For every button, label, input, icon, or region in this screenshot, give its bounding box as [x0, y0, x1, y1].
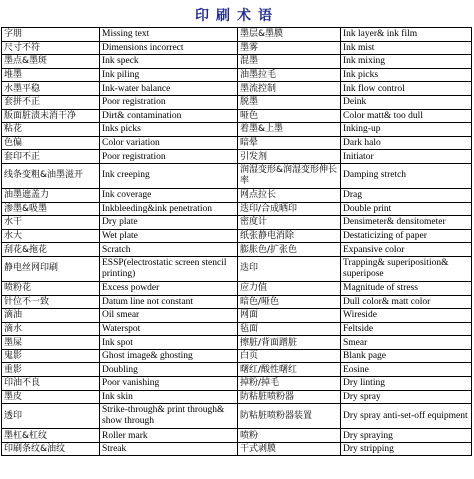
term-english-right: Smear [341, 336, 472, 350]
term-english-left: Dry plate [100, 216, 238, 230]
term-chinese-right: 墨雾 [238, 41, 341, 55]
term-chinese-right: 曙红/酸性曙红 [238, 363, 341, 377]
term-chinese-right: 干式剥膜 [238, 442, 341, 456]
term-chinese-right: 墨层&墨膜 [238, 28, 341, 42]
term-chinese-right: 暗色/哑色 [238, 295, 341, 309]
term-chinese-left: 尺寸不符 [2, 41, 100, 55]
term-chinese-right: 迭印 [238, 256, 341, 281]
term-english-right: Double print [341, 202, 472, 216]
table-row [2, 404, 472, 429]
term-chinese-left: 套拼不正 [2, 95, 100, 109]
term-chinese-left: 针位不一致 [2, 295, 100, 309]
table-row [2, 136, 472, 150]
table-row [2, 202, 472, 216]
term-english-right: Dry spraying [341, 429, 472, 443]
term-english-right: Dull color& matt color [341, 295, 472, 309]
term-english-left: Doubling [100, 363, 238, 377]
term-english-right: Eosine [341, 363, 472, 377]
table-row [2, 349, 472, 363]
table-row [2, 123, 472, 137]
table-row [2, 243, 472, 257]
term-chinese-right: 引发剂 [238, 150, 341, 164]
term-english-right: Deink [341, 95, 472, 109]
term-english-right: Inking-up [341, 123, 472, 137]
term-chinese-left: 滴水 [2, 322, 100, 336]
term-chinese-right: 迭印/合成晒印 [238, 202, 341, 216]
term-chinese-left: 字朋 [2, 28, 100, 42]
table-row [2, 188, 472, 202]
term-english-right: Ink mixing [341, 55, 472, 69]
term-english-right: Dry spray [341, 390, 472, 404]
term-english-left: Scratch [100, 243, 238, 257]
table-row [2, 281, 472, 295]
term-english-right: Dark halo [341, 136, 472, 150]
table-row [2, 229, 472, 243]
term-english-left: ESSP(electrostatic screen stencil printing) [100, 256, 238, 281]
term-chinese-right: 墨流控制 [238, 82, 341, 96]
term-english-left: Datum line not constant [100, 295, 238, 309]
table-row [2, 390, 472, 404]
term-english-right: Dry spray anti-set-off equipment [341, 404, 472, 429]
term-chinese-right: 密度计 [238, 216, 341, 230]
table-row [2, 442, 472, 456]
table-row [2, 28, 472, 42]
term-english-left: Ink spot [100, 336, 238, 350]
term-chinese-left: 粘花 [2, 123, 100, 137]
term-chinese-right: 暗晕 [238, 136, 341, 150]
term-chinese-right: 油墨拉毛 [238, 68, 341, 82]
term-english-left: Inkbleeding&ink penetration [100, 202, 238, 216]
term-chinese-left: 墨屎 [2, 336, 100, 350]
term-chinese-left: 堆墨 [2, 68, 100, 82]
table-row [2, 41, 472, 55]
term-english-left: Poor registration [100, 150, 238, 164]
term-chinese-right: 混墨 [238, 55, 341, 69]
table-row [2, 216, 472, 230]
term-english-left: Ink skin [100, 390, 238, 404]
term-chinese-right: 喷粉 [238, 429, 341, 443]
table-row [2, 295, 472, 309]
term-english-right: Expansive color [341, 243, 472, 257]
table-row [2, 363, 472, 377]
term-chinese-right: 应力值 [238, 281, 341, 295]
term-chinese-left: 色偏 [2, 136, 100, 150]
term-english-left: Ink-water balance [100, 82, 238, 96]
term-english-right: Initiator [341, 150, 472, 164]
term-english-left: Poor registration [100, 95, 238, 109]
table-row [2, 377, 472, 391]
term-chinese-left: 水干 [2, 216, 100, 230]
term-english-left: Inks picks [100, 123, 238, 137]
glossary-body [2, 28, 472, 456]
table-row [2, 336, 472, 350]
table-row [2, 322, 472, 336]
term-chinese-right: 润湿变形&润湿变形伸长率 [238, 163, 341, 188]
term-chinese-left: 套印不正 [2, 150, 100, 164]
term-chinese-right: 网点拉长 [238, 188, 341, 202]
term-chinese-left: 水墨平稳 [2, 82, 100, 96]
term-english-left: Excess powder [100, 281, 238, 295]
term-chinese-left: 印油不良 [2, 377, 100, 391]
page-title: 印刷术语 [195, 8, 279, 24]
table-row [2, 150, 472, 164]
term-chinese-left: 鬼影 [2, 349, 100, 363]
term-english-left: Oil smear [100, 309, 238, 323]
term-english-left: Ink piling [100, 68, 238, 82]
term-english-right: Trapping& superiposition& superipose [341, 256, 472, 281]
term-chinese-left: 墨杠&杠纹 [2, 429, 100, 443]
table-row [2, 55, 472, 69]
term-english-right: Ink layer& ink film [341, 28, 472, 42]
term-english-left: Ink creeping [100, 163, 238, 188]
term-english-left: Roller mark [100, 429, 238, 443]
term-english-right: Ink mist [341, 41, 472, 55]
table-row [2, 309, 472, 323]
term-english-left: Dimensions incorrect [100, 41, 238, 55]
term-chinese-left: 滴油 [2, 309, 100, 323]
term-english-right: Wireside [341, 309, 472, 323]
term-chinese-right: 膨胀色/扩张色 [238, 243, 341, 257]
table-row [2, 163, 472, 188]
term-english-left: Ink coverage [100, 188, 238, 202]
glossary-table [1, 27, 472, 456]
term-english-left: Color variation [100, 136, 238, 150]
table-row [2, 109, 472, 123]
term-chinese-left: 墨皮 [2, 390, 100, 404]
term-chinese-right: 着墨&上墨 [238, 123, 341, 137]
table-row [2, 68, 472, 82]
term-english-left: Poor vanishing [100, 377, 238, 391]
term-english-right: Dry stripping [341, 442, 472, 456]
term-chinese-left: 重影 [2, 363, 100, 377]
term-english-left: Ghost image& ghosting [100, 349, 238, 363]
term-chinese-left: 线条变粗&油墨滋开 [2, 163, 100, 188]
term-english-left: Ink speck [100, 55, 238, 69]
table-row [2, 95, 472, 109]
term-chinese-right: 纸张静电消除 [238, 229, 341, 243]
term-chinese-left: 渗墨&吸墨 [2, 202, 100, 216]
term-english-left: Strike-through& print through& show through [100, 404, 238, 429]
term-chinese-right: 网面 [238, 309, 341, 323]
term-chinese-left: 印刷条纹&油纹 [2, 442, 100, 456]
term-english-right: Dry linting [341, 377, 472, 391]
term-chinese-left: 油墨遮盖力 [2, 188, 100, 202]
term-english-right: Damping stretch [341, 163, 472, 188]
term-english-right: Densimeter& densitometer [341, 216, 472, 230]
term-chinese-right: 白页 [238, 349, 341, 363]
table-row [2, 82, 472, 96]
term-chinese-right: 哑色 [238, 109, 341, 123]
term-chinese-left: 版面脏渍未消干净 [2, 109, 100, 123]
term-chinese-left: 水大 [2, 229, 100, 243]
term-chinese-left: 静电丝网印刷 [2, 256, 100, 281]
term-english-right: Feltside [341, 322, 472, 336]
term-english-left: Streak [100, 442, 238, 456]
term-english-left: Waterspot [100, 322, 238, 336]
term-chinese-right: 毡面 [238, 322, 341, 336]
term-chinese-right: 防粘脏喷粉器装置 [238, 404, 341, 429]
term-chinese-right: 擦脏/背面蹭脏 [238, 336, 341, 350]
term-english-left: Dirt& contamination [100, 109, 238, 123]
term-chinese-left: 刮花&拖花 [2, 243, 100, 257]
term-chinese-left: 透印 [2, 404, 100, 429]
table-row [2, 429, 472, 443]
table-row [2, 256, 472, 281]
term-english-right: Destaticizing of paper [341, 229, 472, 243]
term-english-left: Wet plate [100, 229, 238, 243]
term-chinese-right: 防粘脏喷粉器 [238, 390, 341, 404]
term-english-right: Ink flow control [341, 82, 472, 96]
term-english-left: Missing text [100, 28, 238, 42]
term-chinese-right: 脱墨 [238, 95, 341, 109]
term-english-right: Blank page [341, 349, 472, 363]
term-english-right: Magnitude of stress [341, 281, 472, 295]
term-chinese-left: 墨点&墨斑 [2, 55, 100, 69]
term-english-right: Drag [341, 188, 472, 202]
term-english-right: Color matt& too dull [341, 109, 472, 123]
term-chinese-left: 喷粉花 [2, 281, 100, 295]
term-chinese-right: 掉粉/掉毛 [238, 377, 341, 391]
term-english-right: Ink picks [341, 68, 472, 82]
